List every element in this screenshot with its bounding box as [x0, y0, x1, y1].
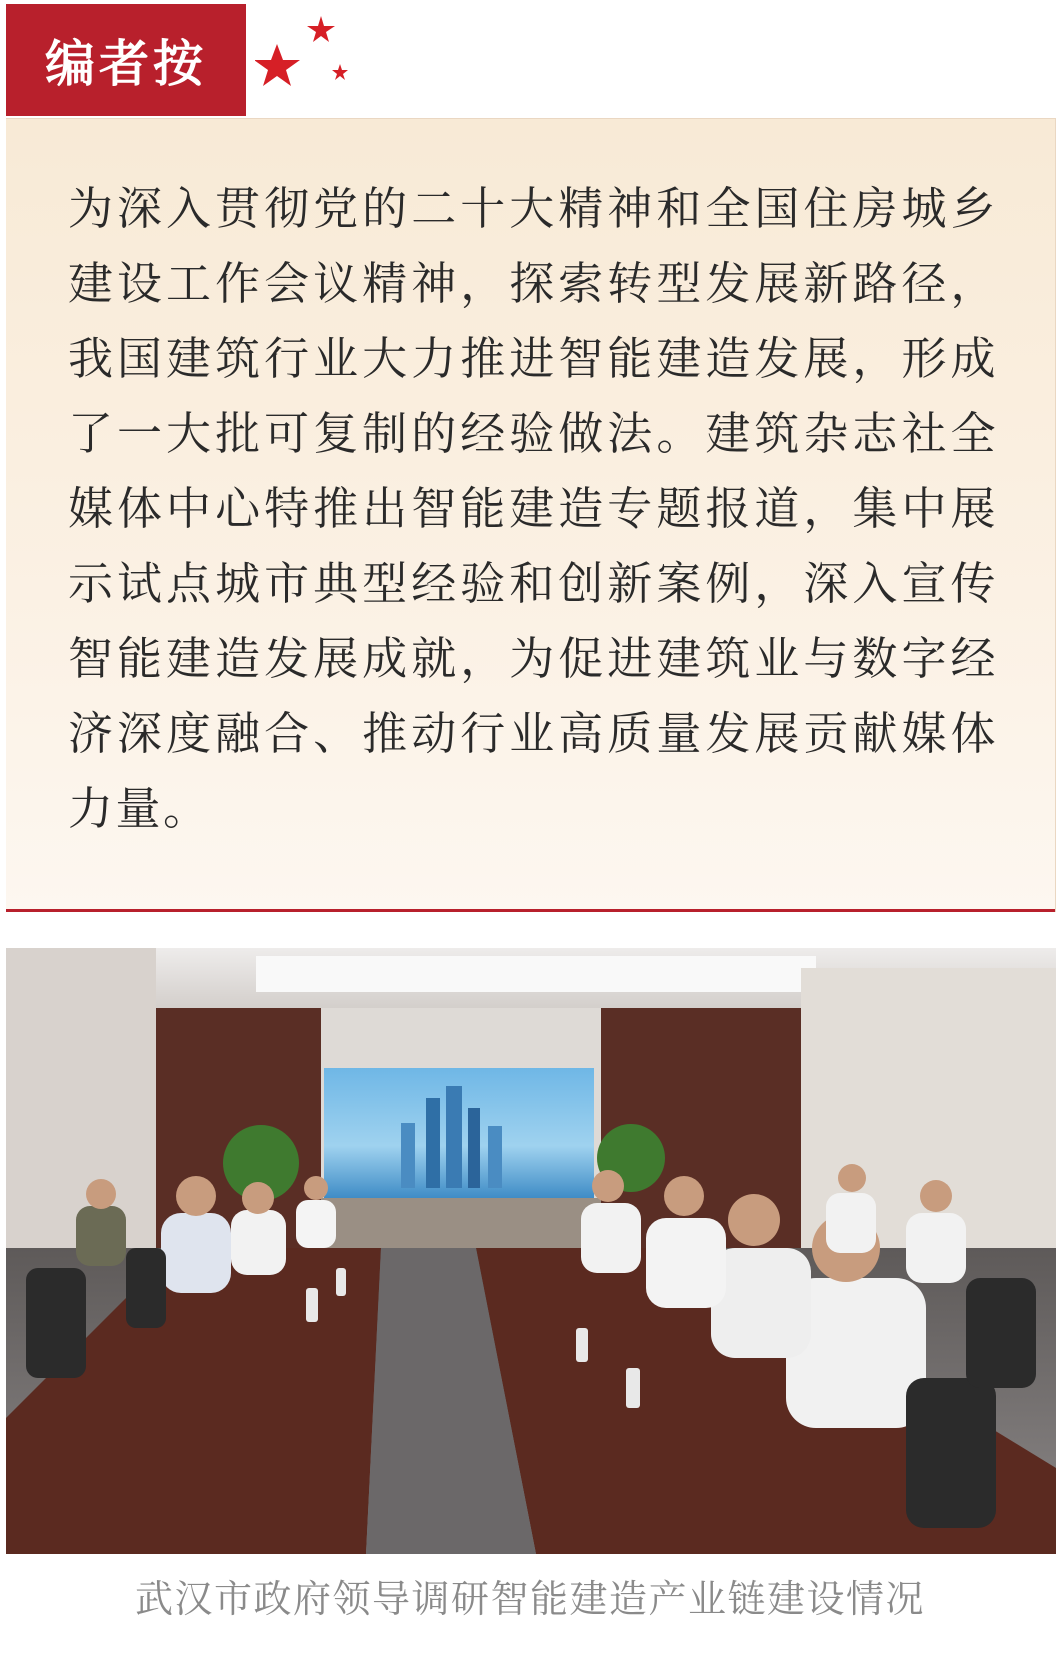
editor-note-text: 为深入贯彻党的二十大精神和全国住房城乡建设工作会议精神，探索转型发展新路径，我国建筑行业大力推进智能建造发展，形成了一大批可复制的经验做法。建筑杂志社全媒体中心特推出智能建造专题报道，集中展示试点城市典型经验和创新案例，深入宣传智能建造发展成就，为促进建筑业与数字经济深度融合、推动行业高质量发展贡献媒体力量。: [68, 182, 998, 835]
large-star-icon: [255, 44, 300, 86]
skyline-tower-2: [446, 1086, 462, 1188]
ceiling-light: [256, 956, 816, 992]
skyline-tower-5: [488, 1126, 502, 1188]
editor-note-title-label: 编者按: [45, 35, 207, 93]
editor-note-box: [6, 118, 1056, 912]
medium-star-icon: [307, 16, 335, 42]
photo-caption: 武汉市政府领导调研智能建造产业链建设情况: [134, 1577, 925, 1621]
skyline-tower-1: [426, 1098, 440, 1188]
meeting-room-photo: [6, 948, 1056, 1554]
red-stars-icon: [255, 14, 375, 114]
editor-note-title: [6, 4, 246, 116]
skyline-tower-3: [468, 1108, 480, 1188]
skyline-tower-4: [401, 1123, 415, 1188]
editor-note-bottom-rule: [6, 909, 1055, 912]
meeting-room-illustration: [6, 948, 1056, 1554]
small-star-icon: [332, 64, 348, 80]
